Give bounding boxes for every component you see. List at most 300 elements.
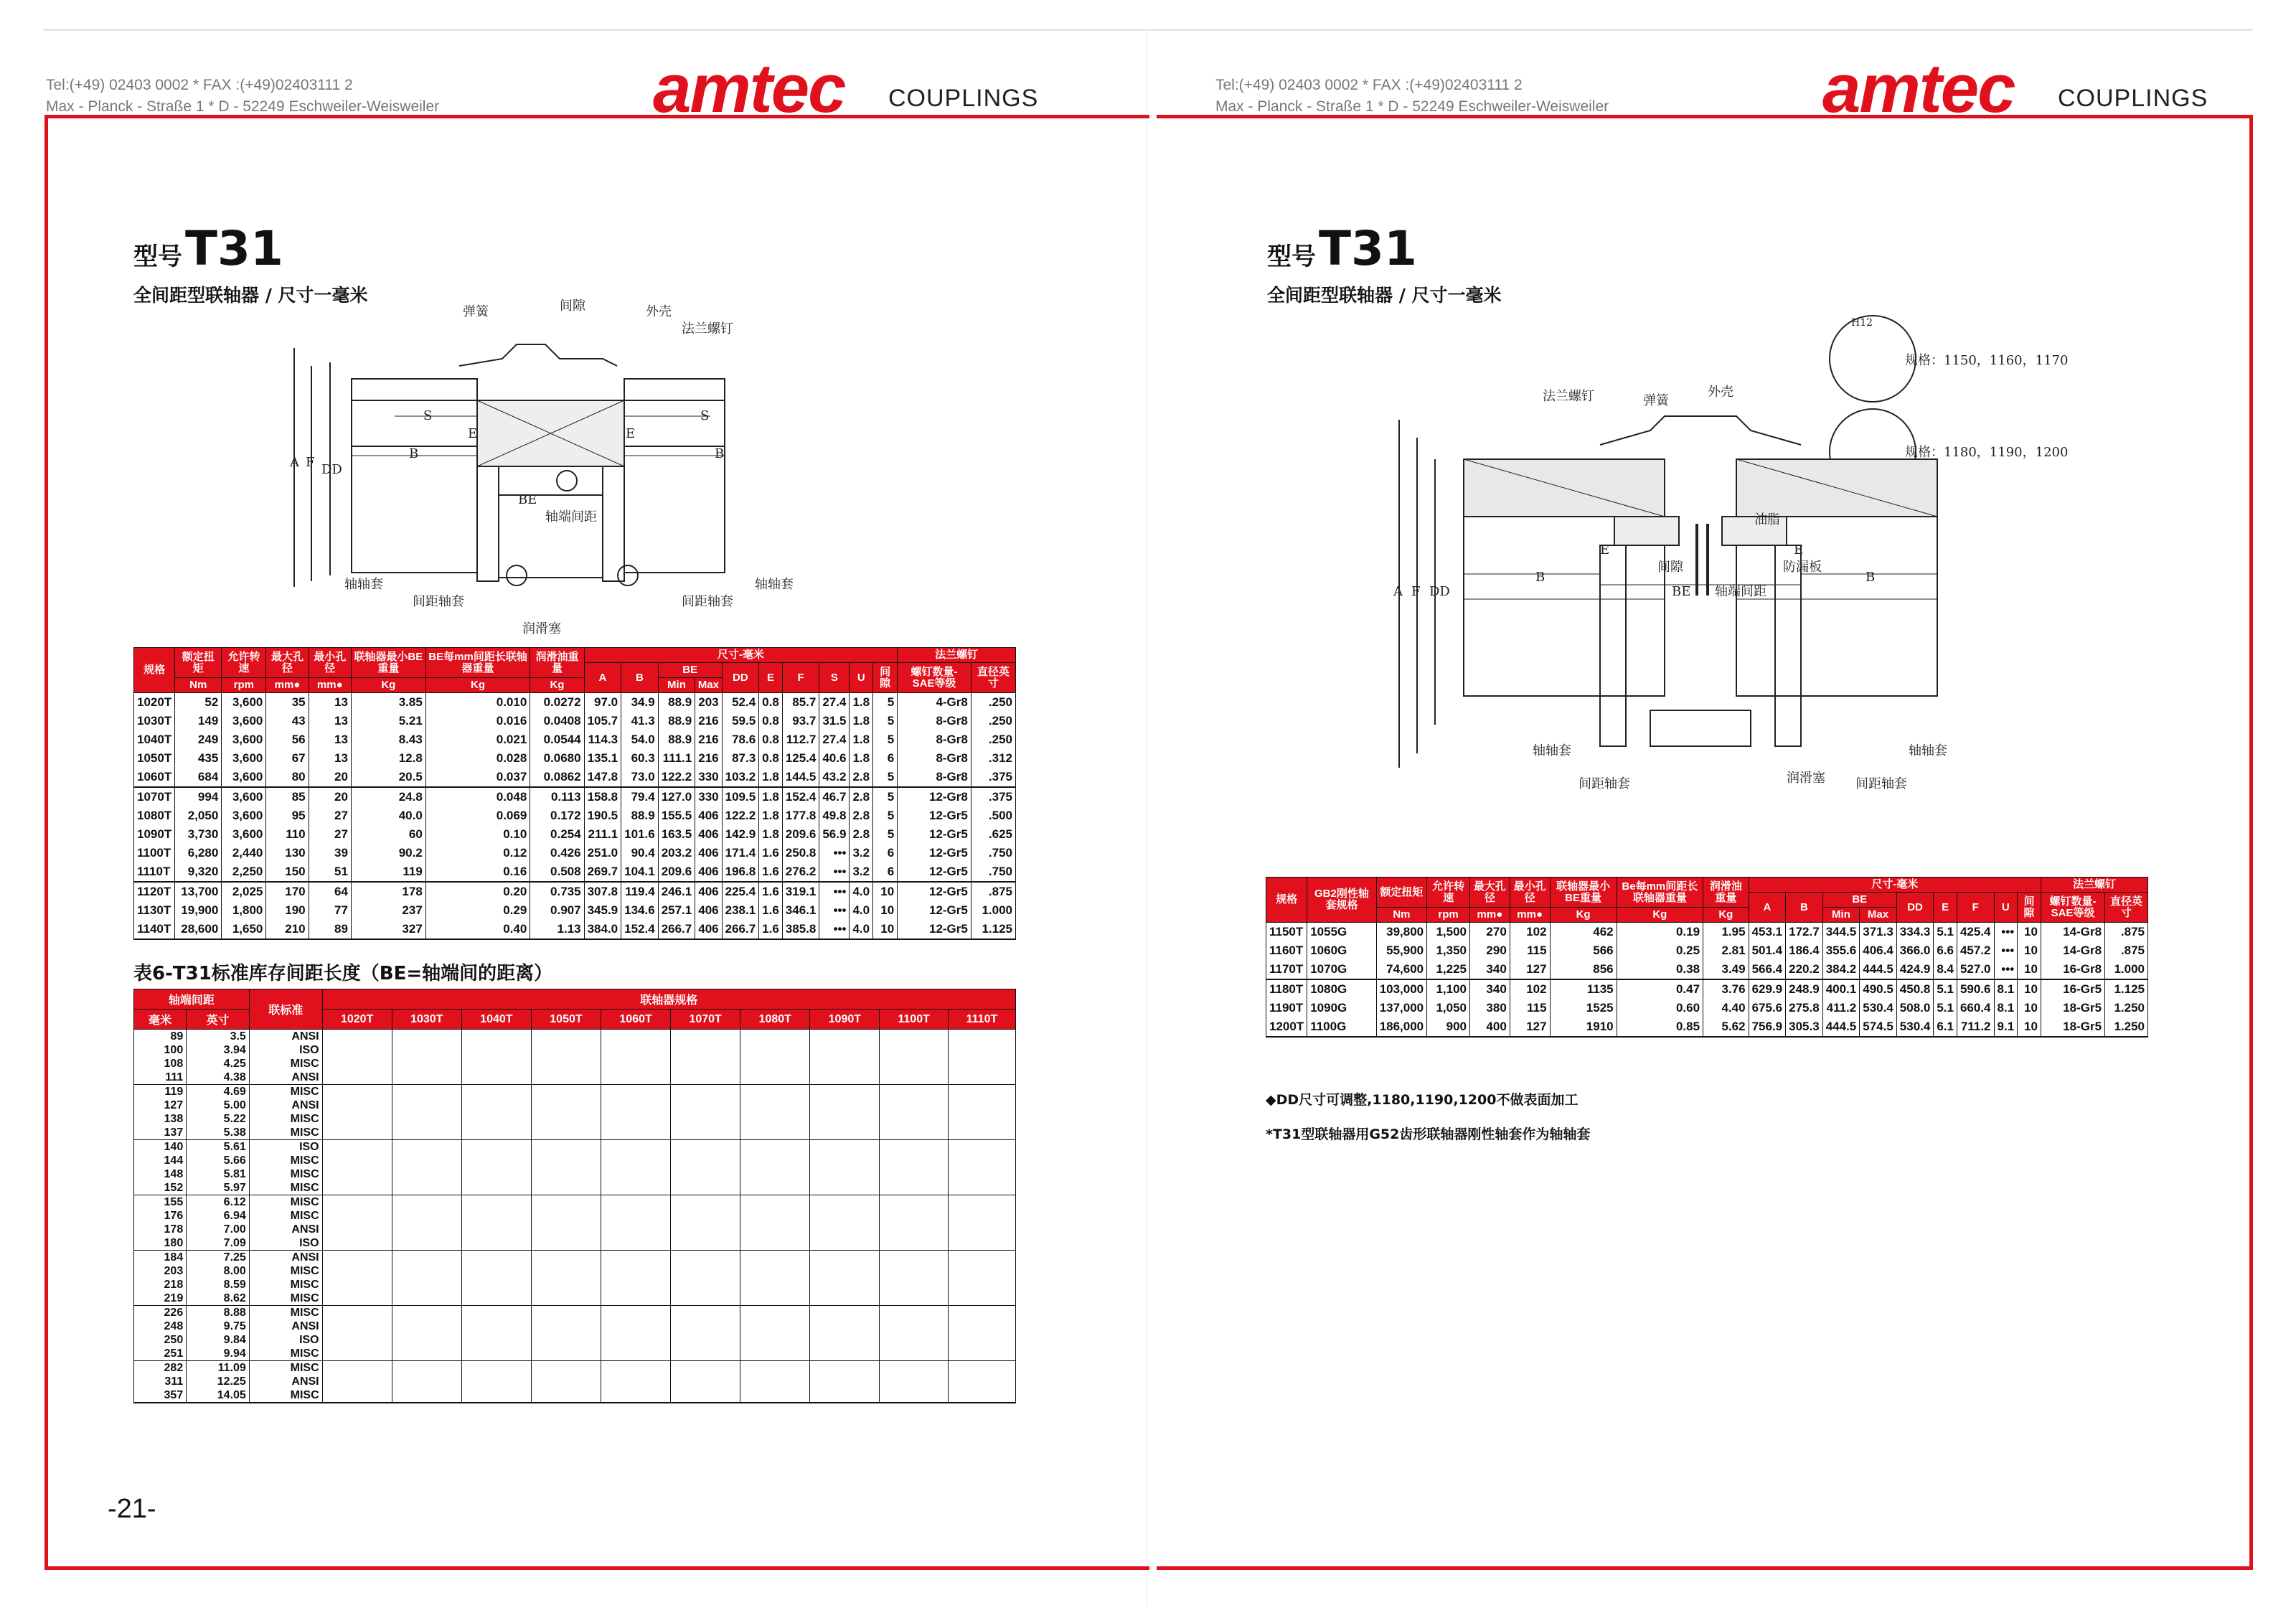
- spec-cell: 1.8: [850, 712, 873, 730]
- spec-cell: 102: [1510, 923, 1550, 942]
- stock-cell: [810, 1333, 880, 1347]
- stock-cell: [461, 1112, 531, 1126]
- be-mm-cell: 148: [134, 1167, 187, 1181]
- be-mm-cell: 176: [134, 1209, 187, 1223]
- spec-cell: 684: [175, 768, 222, 787]
- stock-cell: [601, 1126, 671, 1140]
- std-cell: ANSI: [249, 1319, 322, 1333]
- spec-cell: 110: [266, 825, 309, 844]
- th-gb: GB2刚性轴套规格: [1307, 878, 1376, 923]
- th-gap: 间隙: [873, 663, 898, 693]
- spec-cell: 340: [1470, 979, 1510, 999]
- spec-cell: 196.8: [722, 862, 759, 882]
- spec-cell: 2.8: [850, 768, 873, 787]
- label-gap: 间隙: [560, 298, 585, 314]
- length-row: [134, 1140, 1016, 1154]
- be-inch-cell: 7.09: [187, 1236, 250, 1251]
- stock-cell: [601, 1140, 671, 1154]
- label-A: A: [1393, 584, 1403, 599]
- be-mm-cell: 155: [134, 1195, 187, 1210]
- stock-cell: [880, 1043, 949, 1057]
- stock-cell: [740, 1306, 810, 1320]
- length-row: [134, 1361, 1016, 1375]
- spec-cell: 1070G: [1307, 960, 1376, 979]
- spec-cell: 1.8: [850, 730, 873, 749]
- spec-cell: 1.6: [759, 920, 783, 939]
- th-bolt-qty: 螺钉数量-SAE等级: [898, 663, 971, 693]
- std-cell: ISO: [249, 1333, 322, 1347]
- stock-cell: [810, 1388, 880, 1403]
- stock-cell: [740, 1085, 810, 1099]
- stock-cell: [601, 1043, 671, 1057]
- label-spec-1180: 规格：1180，1190，1200: [1905, 445, 2069, 460]
- stock-cell: [880, 1112, 949, 1126]
- spec-cell: 8.4: [1934, 960, 1957, 979]
- label-B-right: B: [1866, 570, 1876, 585]
- stock-cell: [671, 1209, 740, 1223]
- spec-cell: 5: [873, 806, 898, 825]
- std-cell: MISC: [249, 1085, 322, 1099]
- stock-cell: [948, 1347, 1015, 1361]
- stock-cell: [810, 1278, 880, 1292]
- spec-cell: •••: [1994, 941, 2018, 960]
- stock-cell: [601, 1333, 671, 1347]
- stock-cell: [880, 1140, 949, 1154]
- label-shell: 外壳: [1708, 385, 1733, 400]
- spec-cell: 1.8: [759, 768, 783, 787]
- spec-cell: 5: [873, 730, 898, 749]
- stock-cell: [740, 1099, 810, 1112]
- stock-cell: [740, 1278, 810, 1292]
- length-row: [134, 1071, 1016, 1085]
- std-cell: ANSI: [249, 1030, 322, 1044]
- spec-cell: 78.6: [722, 730, 759, 749]
- stock-cell: [948, 1306, 1015, 1320]
- stock-cell: [531, 1099, 601, 1112]
- spec-cell: 19,900: [175, 901, 222, 920]
- tel-line: Tel:(+49) 02403 0002 * FAX :(+49)02403111 2: [1215, 77, 1523, 93]
- th-gap: 间隙: [2018, 893, 2041, 923]
- spec-cell: 0.16: [425, 862, 530, 882]
- stock-cell: [601, 1388, 671, 1403]
- spec-cell: 327: [351, 920, 425, 939]
- spec-cell: 1.6: [759, 882, 783, 901]
- spec-cell: 89: [309, 920, 351, 939]
- spec-cell: 6: [873, 749, 898, 768]
- spec-cell: 149: [175, 712, 222, 730]
- spec-cell: 4-Gr8: [898, 693, 971, 712]
- spec-cell: 1,100: [1427, 979, 1470, 999]
- spec-cell: 103.2: [722, 768, 759, 787]
- stock-cell: [392, 1333, 461, 1347]
- stock-cell: [948, 1292, 1015, 1306]
- spec-cell: 406: [695, 844, 722, 862]
- be-mm-cell: 137: [134, 1126, 187, 1140]
- spec-cell: 5.62: [1703, 1017, 1749, 1037]
- stock-cell: [880, 1361, 949, 1375]
- label-E-left: E: [468, 426, 478, 441]
- label-hub-left: 轴轴套: [1533, 743, 1571, 758]
- be-inch-cell: 5.38: [187, 1126, 250, 1140]
- spec-cell: 85.7: [782, 693, 819, 712]
- label-DD: DD: [1429, 584, 1450, 599]
- spec-cell: 49.8: [819, 806, 850, 825]
- spec-cell: 1.8: [850, 749, 873, 768]
- be-inch-cell: 4.38: [187, 1071, 250, 1085]
- stock-cell: [392, 1264, 461, 1278]
- spec-cell: 13: [309, 712, 351, 730]
- stock-cell: [322, 1264, 392, 1278]
- stock-cell: [322, 1181, 392, 1195]
- th-lube: 润滑油重量: [530, 648, 584, 678]
- spec-cell: 1060T: [134, 768, 175, 787]
- spec-cell: 1,350: [1427, 941, 1470, 960]
- spec-cell: 119: [351, 862, 425, 882]
- spec-cell: 1.250: [2105, 1017, 2148, 1037]
- spec-cell: 10: [2018, 960, 2041, 979]
- th-BE-min: Min: [658, 678, 695, 693]
- spec-cell: 88.9: [621, 806, 659, 825]
- spec-cell: 0.47: [1617, 979, 1703, 999]
- spec-cell: 1120T: [134, 882, 175, 901]
- std-cell: MISC: [249, 1057, 322, 1071]
- spec-cell: •••: [819, 882, 850, 901]
- spec-cell: 0.016: [425, 712, 530, 730]
- th-size-col: 1020T: [322, 1010, 392, 1030]
- spec-cell: 1,225: [1427, 960, 1470, 979]
- stock-cell: [810, 1057, 880, 1071]
- be-inch-cell: 9.94: [187, 1347, 250, 1361]
- stock-cell: [948, 1057, 1015, 1071]
- stock-cell: [740, 1209, 810, 1223]
- spec-cell: 406: [695, 862, 722, 882]
- stock-cell: [880, 1375, 949, 1388]
- spec-cell: 79.4: [621, 787, 659, 806]
- th-torque: 额定扭矩: [175, 648, 222, 678]
- label-A: A: [290, 455, 299, 470]
- spec-cell: .500: [971, 806, 1015, 825]
- th-size-col: 1070T: [671, 1010, 740, 1030]
- stock-cell: [740, 1333, 810, 1347]
- spec-cell: 5.1: [1934, 923, 1957, 942]
- spec-cell: 3,600: [222, 712, 266, 730]
- spec-cell: 90.4: [621, 844, 659, 862]
- spec-cell: 574.5: [1860, 1017, 1897, 1037]
- spec-cell: 186.4: [1786, 941, 1823, 960]
- length-row: [134, 1209, 1016, 1223]
- stock-cell: [322, 1333, 392, 1347]
- spec-cell: 177.8: [782, 806, 819, 825]
- stock-cell: [880, 1236, 949, 1251]
- coupling-drawing-left: [244, 294, 818, 646]
- stock-cell: [948, 1181, 1015, 1195]
- length-row: [134, 1319, 1016, 1333]
- stock-cell: [531, 1181, 601, 1195]
- spec-cell: 8.1: [1994, 999, 2018, 1017]
- spec-cell: 14-Gr8: [2041, 923, 2104, 942]
- spec-cell: 127.0: [658, 787, 695, 806]
- stock-cell: [948, 1375, 1015, 1388]
- spec-cell: 1110T: [134, 862, 175, 882]
- spec-cell: 135.1: [584, 749, 621, 768]
- th-BE: BE: [658, 663, 722, 678]
- stock-cell: [461, 1375, 531, 1388]
- stock-cell: [810, 1236, 880, 1251]
- spec-cell: 9.1: [1994, 1017, 2018, 1037]
- spec-cell: 366.0: [1896, 941, 1934, 960]
- be-inch-cell: 11.09: [187, 1361, 250, 1375]
- spec-cell: 994: [175, 787, 222, 806]
- spec-cell: 67: [266, 749, 309, 768]
- stock-cell: [880, 1209, 949, 1223]
- label-spacer-hub-right: 间距轴套: [1855, 776, 1907, 791]
- stock-cell: [531, 1361, 601, 1375]
- spec-cell: 90.2: [351, 844, 425, 862]
- label-plug: 润滑塞: [1787, 771, 1825, 786]
- spec-cell: 1170T: [1266, 960, 1307, 979]
- spec-cell: 13: [309, 730, 351, 749]
- stock-cell: [601, 1278, 671, 1292]
- spec-cell: 3.49: [1703, 960, 1749, 979]
- std-cell: ANSI: [249, 1251, 322, 1265]
- stock-cell: [531, 1195, 601, 1210]
- th-size-col: 1050T: [531, 1010, 601, 1030]
- spec-cell: 93.7: [782, 712, 819, 730]
- stock-cell: [531, 1112, 601, 1126]
- spec-cell: 10: [2018, 1017, 2041, 1037]
- spec-cell: 371.3: [1860, 923, 1897, 942]
- stock-cell: [740, 1375, 810, 1388]
- spec-cell: 20: [309, 787, 351, 806]
- label-spec-1150: 规格：1150，1160，1170: [1905, 353, 2069, 368]
- spec-cell: 97.0: [584, 693, 621, 712]
- be-inch-cell: 5.00: [187, 1099, 250, 1112]
- spec-cell: 1525: [1550, 999, 1617, 1017]
- spec-cell: 2,050: [175, 806, 222, 825]
- spec-cell: .875: [2105, 923, 2148, 942]
- stock-cell: [461, 1085, 531, 1099]
- spec-cell: .750: [971, 862, 1015, 882]
- spec-cell: 2,440: [222, 844, 266, 862]
- th-DD: DD: [1896, 893, 1934, 923]
- spec-cell: 406: [695, 825, 722, 844]
- stock-cell: [461, 1099, 531, 1112]
- spec-cell: 64: [309, 882, 351, 901]
- stock-cell: [392, 1099, 461, 1112]
- be-inch-cell: 8.62: [187, 1292, 250, 1306]
- be-inch-cell: 6.12: [187, 1195, 250, 1210]
- stock-cell: [531, 1333, 601, 1347]
- stock-cell: [671, 1333, 740, 1347]
- spec-row: [1266, 979, 2148, 999]
- stock-cell: [671, 1085, 740, 1099]
- spec-cell: 0.8: [759, 749, 783, 768]
- length-row: [134, 1181, 1016, 1195]
- spec-cell: 2.81: [1703, 941, 1749, 960]
- th-min-bore: 最小孔径: [1510, 878, 1550, 908]
- stock-cell: [601, 1030, 671, 1044]
- stock-cell: [392, 1209, 461, 1223]
- spec-cell: 1,500: [1427, 923, 1470, 942]
- spec-cell: 2,250: [222, 862, 266, 882]
- spec-row: [134, 806, 1016, 825]
- spec-cell: 52.4: [722, 693, 759, 712]
- label-spacer-hub-right: 间距轴套: [682, 594, 733, 609]
- spec-cell: 406: [695, 920, 722, 939]
- length-row: [134, 1057, 1016, 1071]
- spec-cell: 3,600: [222, 749, 266, 768]
- stock-cell: [880, 1278, 949, 1292]
- model-title-left: [133, 221, 283, 276]
- spec-cell: 5: [873, 693, 898, 712]
- std-cell: MISC: [249, 1112, 322, 1126]
- stock-cell: [461, 1251, 531, 1265]
- stock-cell: [948, 1071, 1015, 1085]
- spec-cell: 344.5: [1822, 923, 1860, 942]
- spec-cell: 16-Gr5: [2041, 979, 2104, 999]
- spec-cell: 8-Gr8: [898, 712, 971, 730]
- label-E-right: E: [626, 426, 636, 441]
- spec-cell: 112.7: [782, 730, 819, 749]
- spec-cell: 660.4: [1957, 999, 1994, 1017]
- stock-cell: [880, 1347, 949, 1361]
- be-mm-cell: 152: [134, 1181, 187, 1195]
- stock-cell: [740, 1347, 810, 1361]
- stock-cell: [461, 1195, 531, 1210]
- stock-cell: [810, 1181, 880, 1195]
- model-label: 型号: [1267, 243, 1316, 271]
- th-A: A: [584, 663, 621, 693]
- stock-cell: [601, 1223, 671, 1236]
- stock-cell: [948, 1140, 1015, 1154]
- spec-cell: 319.1: [782, 882, 819, 901]
- spec-row: [134, 901, 1016, 920]
- stock-cell: [531, 1154, 601, 1167]
- stock-cell: [880, 1126, 949, 1140]
- spec-cell: 856: [1550, 960, 1617, 979]
- stock-cell: [880, 1085, 949, 1099]
- spec-cell: 0.60: [1617, 999, 1703, 1017]
- length-table-body: [134, 1030, 1016, 1403]
- stock-cell: [531, 1375, 601, 1388]
- stock-cell: [392, 1251, 461, 1265]
- std-cell: MISC: [249, 1361, 322, 1375]
- spec-cell: 355.6: [1822, 941, 1860, 960]
- spec-cell: 9,320: [175, 862, 222, 882]
- spec-table-body: [134, 693, 1016, 940]
- spec-cell: 12-Gr5: [898, 825, 971, 844]
- th-be-spacing: 轴端间距: [134, 989, 250, 1010]
- stock-cell: [461, 1057, 531, 1071]
- spec-cell: 1090G: [1307, 999, 1376, 1017]
- spec-cell: 74,600: [1376, 960, 1426, 979]
- spec-cell: 527.0: [1957, 960, 1994, 979]
- be-mm-cell: 184: [134, 1251, 187, 1265]
- spec-cell: 1135: [1550, 979, 1617, 999]
- th-inch: 英寸: [187, 1010, 250, 1030]
- spec-cell: 406: [695, 901, 722, 920]
- spec-cell: 12-Gr5: [898, 844, 971, 862]
- length-row: [134, 1223, 1016, 1236]
- stock-cell: [948, 1085, 1015, 1099]
- std-cell: MISC: [249, 1292, 322, 1306]
- stock-cell: [671, 1251, 740, 1265]
- spec-cell: 125.4: [782, 749, 819, 768]
- stock-cell: [392, 1071, 461, 1085]
- stock-cell: [531, 1085, 601, 1099]
- spec-cell: 12-Gr8: [898, 787, 971, 806]
- be-mm-cell: 178: [134, 1223, 187, 1236]
- spec-row: [1266, 941, 2148, 960]
- th-B: B: [621, 663, 659, 693]
- stock-cell: [948, 1112, 1015, 1126]
- spec-cell: •••: [1994, 923, 2018, 942]
- spec-cell: 0.29: [425, 901, 530, 920]
- spec-cell: 450.8: [1896, 979, 1934, 999]
- stock-cell: [948, 1154, 1015, 1167]
- th-size-col: 1040T: [461, 1010, 531, 1030]
- spec-cell: 6.1: [1934, 1017, 1957, 1037]
- stock-cell: [671, 1388, 740, 1403]
- stock-cell: [810, 1154, 880, 1167]
- page-number: -21-: [108, 1494, 156, 1524]
- th-max-bore-unit: mm●: [1470, 908, 1510, 923]
- spec-cell: 13: [309, 749, 351, 768]
- length-row: [134, 1292, 1016, 1306]
- spec-cell: 0.38: [1617, 960, 1703, 979]
- stock-cell: [880, 1251, 949, 1265]
- spec-cell: 501.4: [1749, 941, 1786, 960]
- spec-cell: 5.1: [1934, 979, 1957, 999]
- spec-cell: 1180T: [1266, 979, 1307, 999]
- label-hub-right: 轴轴套: [755, 577, 794, 592]
- model-label: 型号: [133, 243, 182, 271]
- stock-cell: [531, 1126, 601, 1140]
- stock-cell: [531, 1209, 601, 1223]
- stock-cell: [322, 1195, 392, 1210]
- logo-couplings: COUPLINGS: [888, 85, 1039, 112]
- stock-cell: [461, 1306, 531, 1320]
- stock-cell: [880, 1071, 949, 1085]
- stock-cell: [531, 1306, 601, 1320]
- th-B: B: [1786, 893, 1823, 923]
- spec-cell: 249: [175, 730, 222, 749]
- spec-cell: 2.8: [850, 825, 873, 844]
- stock-cell: [322, 1223, 392, 1236]
- spec-cell: 3,600: [222, 693, 266, 712]
- th-dims: 尺寸-毫米: [584, 648, 898, 663]
- be-mm-cell: 357: [134, 1388, 187, 1403]
- std-cell: MISC: [249, 1306, 322, 1320]
- spec-cell: 5: [873, 768, 898, 787]
- th-speed-unit: rpm: [222, 678, 266, 693]
- note-t31: *T31型联轴器用G52齿形联轴器刚性轴套作为轴轴套: [1266, 1126, 1591, 1142]
- stock-cell: [461, 1319, 531, 1333]
- spec-cell: 380: [1470, 999, 1510, 1017]
- stock-cell: [880, 1388, 949, 1403]
- length-row: [134, 1112, 1016, 1126]
- stock-cell: [322, 1361, 392, 1375]
- stock-cell: [948, 1195, 1015, 1210]
- spec-cell: 2.8: [850, 806, 873, 825]
- spec-cell: .375: [971, 787, 1015, 806]
- label-spring: 弹簧: [463, 304, 489, 319]
- stock-cell: [810, 1347, 880, 1361]
- spec-row: [134, 862, 1016, 882]
- th-flange-bolt: 法兰螺钉: [898, 648, 1016, 663]
- th-F: F: [1957, 893, 1994, 923]
- spec-cell: 12.8: [351, 749, 425, 768]
